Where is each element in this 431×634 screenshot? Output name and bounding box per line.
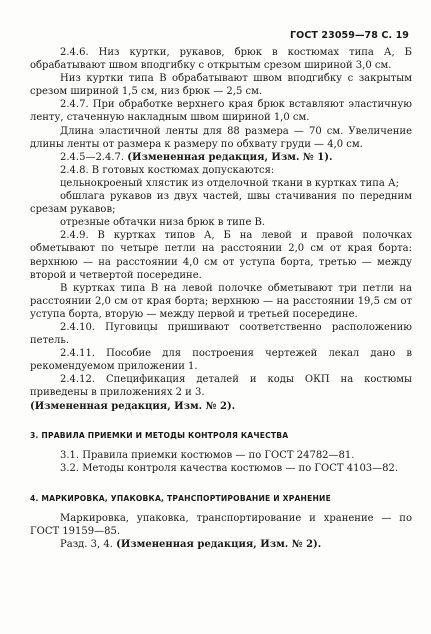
document-body <box>30 46 412 551</box>
paragraph-2-4-9-type-v: В куртках типа В на левой полочке обметывают три петли на расстоянии 2,0 см от края борта; верхнюю — на расстоянии 19,5 см от уступа борта, вторую — между первой и третьей посередине. <box>30 282 412 320</box>
amendment-label: (Измененная редакция, Изм. № 2). <box>116 539 322 551</box>
paragraph-2-4-6: 2.4.6. Низ куртки, рукавов, брюк в костюмах типа А, Б обрабатывают швом вподгибку с открытым срезом шириной 3,0 см. <box>30 47 412 72</box>
paragraph-2-4-12: 2.4.12. Спецификация деталей и коды ОКП на костюмы приведены в приложениях 2 и 3. <box>30 374 412 399</box>
paragraph-2-4-8: 2.4.8. В готовых костюмах допускаются: <box>60 164 275 176</box>
paragraph-2-4-6-type-v: Низ куртки типа В обрабатывают швом вподгибку с закрытым срезом шириной 1,5 см, низ брюк — 2,5 см. <box>30 73 412 98</box>
amendment-range: 2.4.5—2.4.7. <box>60 151 125 163</box>
paragraph-2-4-7-length: Длина эластичной ленты для 88 размера — 70 см. Увеличение длины ленты от размера к размеру по обхвату груди — 4,0 см. <box>30 125 412 150</box>
amendment-label: (Измененная редакция, Изм. № 1). <box>127 151 333 163</box>
section-3-title: 3. ПРАВИЛА ПРИЕМКИ И МЕТОДЫ КОНТРОЛЯ КАЧЕСТВА <box>30 430 289 440</box>
amendment-note-3 <box>30 538 412 551</box>
list-item: отрезные обтачки низа брюк в типе В. <box>60 217 266 229</box>
amendment-note-2: (Измененная редакция, Изм. № 2). <box>30 400 236 412</box>
paragraph-2-4-10: 2.4.10. Пуговицы пришивают соответственно расположению петель. <box>30 321 412 347</box>
list-item: обшлага рукавов из двух частей, швы стачивания по передним срезам рукавов; <box>30 191 412 216</box>
paragraph-3-2: 3.2. Методы контроля качества костюмов — по ГОСТ 4103—82. <box>60 462 399 474</box>
paragraph-2-4-11: 2.4.11. Пособие для построения чертежей лекал дано в рекомендуемом приложении 1. <box>30 348 412 373</box>
amendment-note-1 <box>30 151 412 164</box>
amendment-sections: Разд. 3, 4. <box>60 539 113 551</box>
paragraph-3-1: 3.1. Правила приемки костюмов — по ГОСТ 24782—81. <box>60 449 355 461</box>
paragraph-2-4-9: 2.4.9. В куртках типов А, Б на левой и правой полочках обметывают по четыре петли на расстоянии 2,0 см от края борта: верхнюю — на расстоянии 4,0 см от уступа борта, третью — между второй и четвертой посередине. <box>30 230 412 281</box>
section-4-title: 4. МАРКИРОВКА, УПАКОВКА, ТРАНСПОРТИРОВАНИЕ И ХРАНЕНИЕ <box>30 493 331 503</box>
paragraph-4: Маркировка, упаковка, транспортирование и хранение — по ГОСТ 19159—85. <box>30 513 412 538</box>
paragraph-2-4-7: 2.4.7. При обработке верхнего края брюк вставляют эластичную ленту, стаченную накладным швом шириной 1,0 см. <box>30 99 412 124</box>
list-item: цельнокроеный хлястик из отделочной ткани в куртках типа А; <box>60 177 399 189</box>
page-header: ГОСТ 23059—78 С. 19 <box>290 30 409 41</box>
